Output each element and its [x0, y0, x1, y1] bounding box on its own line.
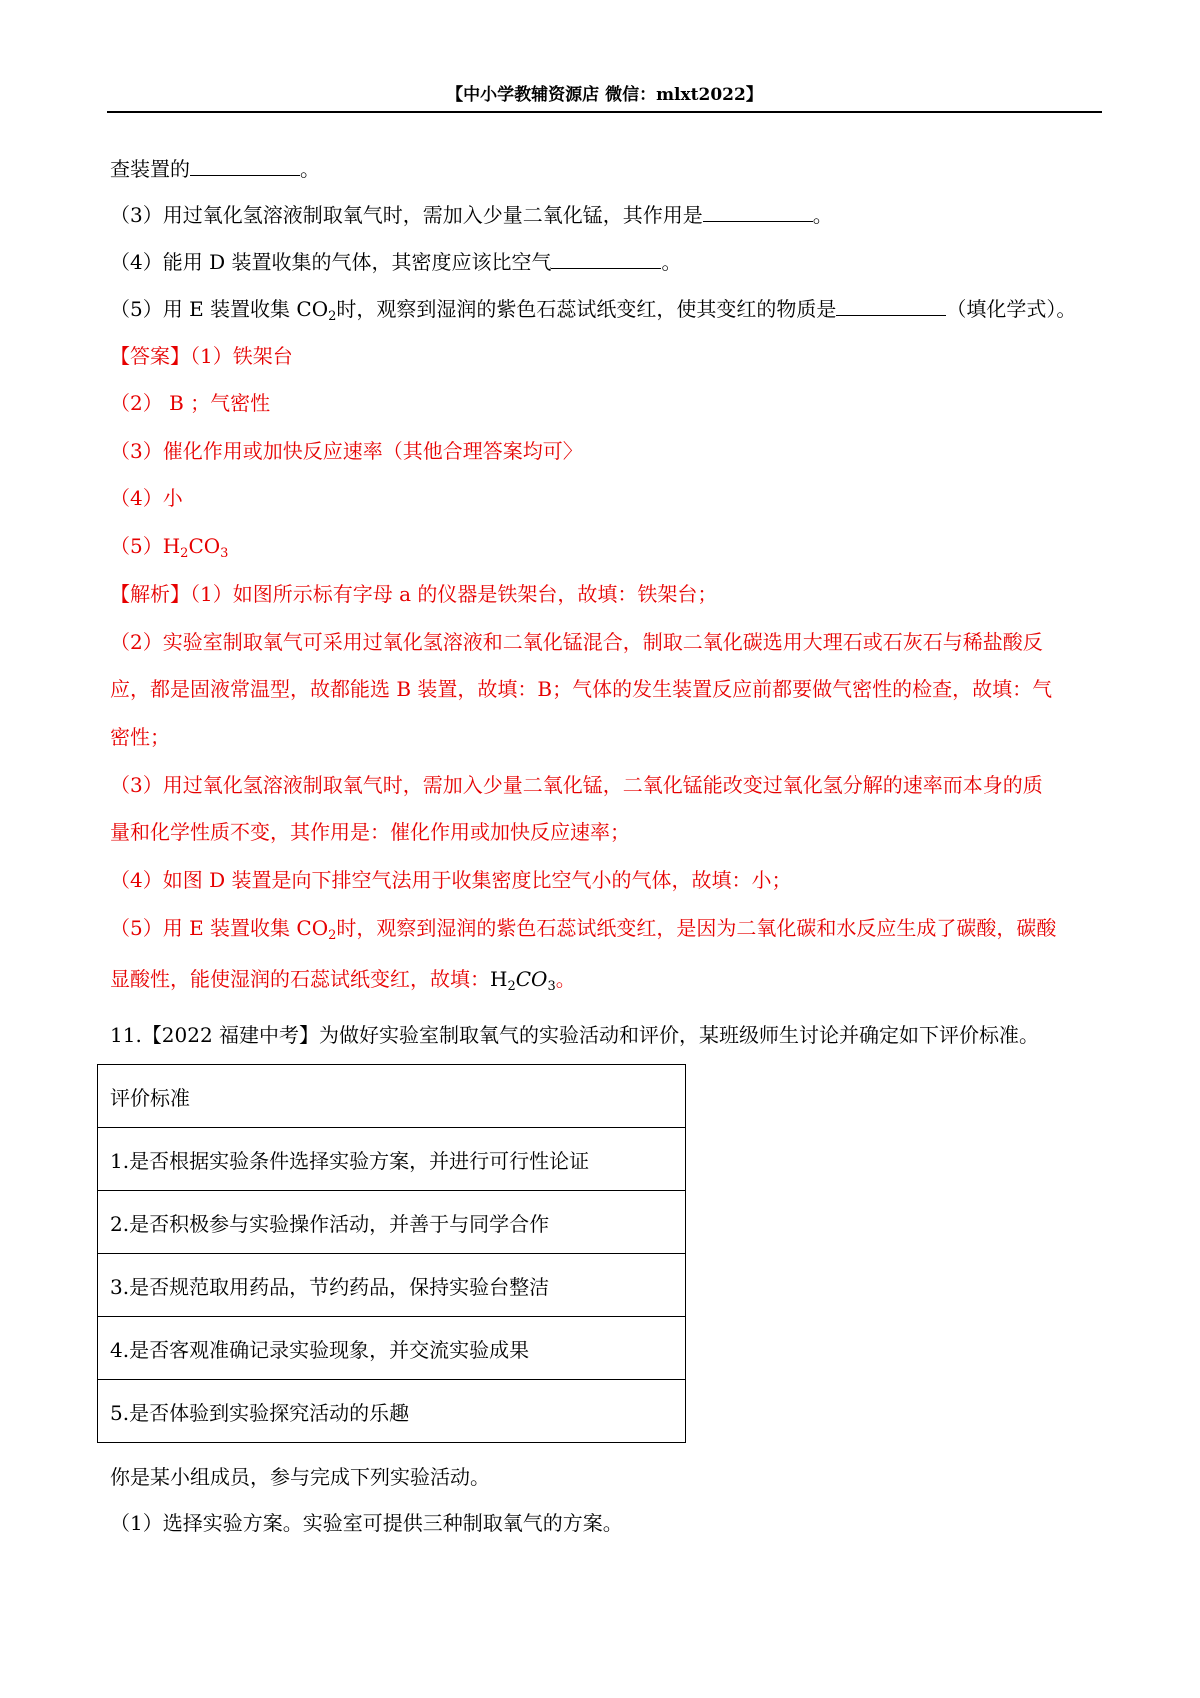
analysis-2b: 应，都是固液常温型，故都能选 B 装置，故填：B；气体的发生装置反应前都要做气密性的检查，故填：气 [110, 677, 1053, 701]
answer-blank [703, 203, 813, 222]
formula-h2co3: $H_2CO_3$ [490, 967, 556, 994]
question-line-check: 查装置的 。 [110, 157, 320, 181]
analysis-2c: 密性； [110, 725, 170, 749]
answer-blank [836, 297, 946, 316]
answer-5: $(5)H_2CO_3$ [110, 534, 229, 561]
analysis-5a: （5）用 E 装置收集 $CO_2$时，观察到湿润的紫色石蕊试纸变红，是因为二氧化碳和水反应生成了碳酸，碳酸 [110, 916, 1057, 943]
table-row: 2.是否积极参与实验操作活动，并善于与同学合作 [98, 1191, 686, 1254]
analysis-2a: （2）实验室制取氧气可采用过氧化氢溶液和二氧化锰混合，制取二氧化碳选用大理石或石灰石与稀盐酸反 [110, 630, 1043, 654]
answer-1: 【答案】（1）铁架台 [110, 344, 293, 368]
group-member-text: 你是某小组成员，参与完成下列实验活动。 [110, 1465, 490, 1489]
question-3: （3）用过氧化氢溶液制取氧气时，需加入少量二氧化锰，其作用是 。 [110, 203, 833, 227]
question-11-intro: 11.【2022 福建中考】为做好实验室制取氧气的实验活动和评价，某班级师生讨论并确定如下评价标准。 [110, 1023, 1040, 1047]
table-row: 1.是否根据实验条件选择实验方案，并进行可行性论证 [98, 1128, 686, 1191]
page-header: 【中小学教辅资源店 微信：mlxt2022】 [446, 85, 763, 105]
table-row: 5.是否体验到实验探究活动的乐趣 [98, 1380, 686, 1443]
question-4: （4）能用 D 装置收集的气体，其密度应该比空气 。 [110, 250, 682, 274]
analysis-3b: 量和化学性质不变，其作用是：催化作用或加快反应速率； [110, 820, 630, 844]
table-header: 评价标准 [98, 1065, 686, 1128]
question-5: （5）用 E 装置收集 $CO_2$时，观察到湿润的紫色石蕊试纸变红，使其变红的物质是 （填化学式）。 [110, 297, 1077, 324]
answer-2: （2） B ；气密性 [110, 391, 271, 415]
table-row: 4.是否客观准确记录实验现象，并交流实验成果 [98, 1317, 686, 1380]
answer-blank [190, 157, 300, 176]
analysis-4: （4）如图 D 装置是向下排空气法用于收集密度比空气小的气体，故填：小； [110, 868, 792, 892]
analysis-5b: 显酸性，能使湿润的石蕊试纸变红，故填：$H_2CO_3$。 [110, 967, 576, 994]
choose-plan-text: （1）选择实验方案。实验室可提供三种制取氧气的方案。 [110, 1511, 623, 1535]
analysis-3a: （3）用过氧化氢溶液制取氧气时，需加入少量二氧化锰，二氧化锰能改变过氧化氢分解的速率而本身的质 [110, 773, 1043, 797]
evaluation-criteria-table [97, 1064, 686, 1443]
header-divider [107, 111, 1102, 113]
answer-4: （4）小 [110, 486, 183, 510]
analysis-1: 【解析】（1）如图所示标有字母 a 的仪器是铁架台，故填：铁架台； [110, 582, 718, 606]
answer-3: （3）催化作用或加快反应速率（其他合理答案均可〉 [110, 439, 583, 463]
table-row: 3.是否规范取用药品，节约药品，保持实验台整洁 [98, 1254, 686, 1317]
answer-blank [551, 250, 661, 269]
